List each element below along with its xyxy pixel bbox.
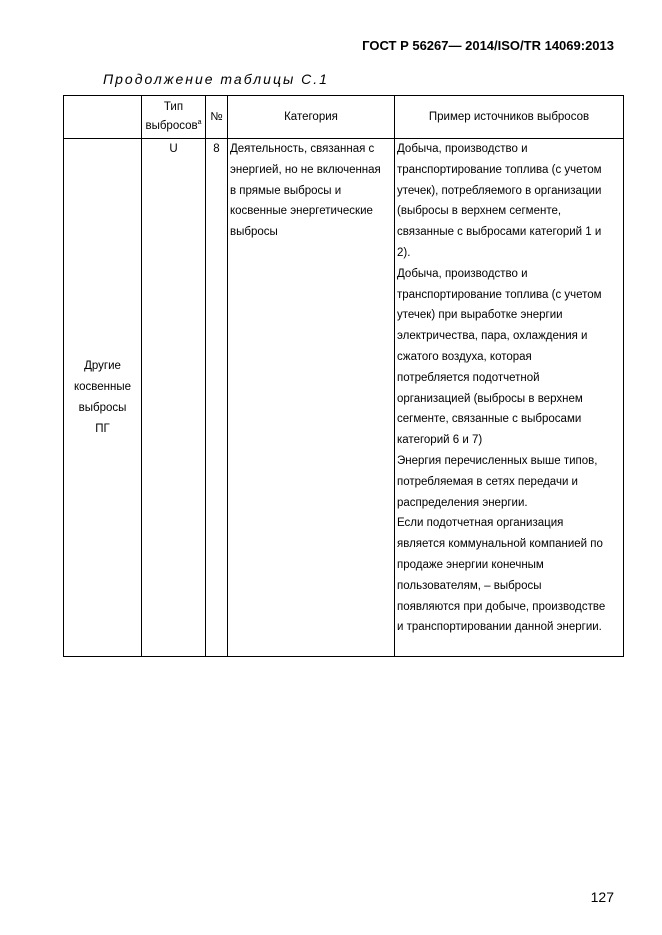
example-line: потребляемая в сетях передачи и [397, 475, 578, 488]
emissions-table [63, 95, 624, 657]
type-cell: U [142, 139, 206, 657]
example-line: сжатого воздуха, которая [397, 350, 532, 363]
table-row [64, 139, 624, 657]
category-cell [228, 139, 395, 657]
example-line: Добыча, производство и [397, 267, 528, 280]
group-line: выбросы [78, 401, 127, 414]
header-number: № [206, 96, 228, 139]
header-group [64, 96, 142, 139]
group-line: ПГ [95, 422, 110, 435]
example-line: Если подотчетная организация [397, 517, 564, 530]
category-line: в прямые выбросы и [230, 184, 342, 197]
category-line: косвенные энергетические [230, 205, 373, 218]
page-number: 127 [590, 889, 614, 905]
header-example: Пример источников выбросов [395, 96, 624, 139]
group-cell [64, 139, 142, 657]
example-line: 2). [397, 246, 411, 259]
table-header-row [64, 96, 624, 139]
group-line: косвенные [73, 380, 132, 393]
header-type-footnote: а [197, 119, 202, 127]
example-line: Энергия перечисленных выше типов, [397, 454, 598, 467]
category-line: энергией, но не включенная [230, 163, 381, 176]
example-line: потребляется подотчетной [397, 371, 540, 384]
group-line: Другие [84, 359, 121, 372]
example-line: категорий 6 и 7) [397, 434, 483, 447]
example-line: транспортирование топлива (с учетом [397, 288, 602, 301]
example-line: организацией (выбросы в верхнем [397, 392, 583, 405]
category-line: Деятельность, связанная с [230, 143, 375, 155]
example-line: утечек), потребляемого в организации [397, 184, 602, 197]
header-category: Категория [228, 96, 395, 139]
document-header: ГОСТ Р 56267— 2014/ISO/TR 14069:2013 [362, 38, 614, 53]
example-line: распределения энергии. [397, 496, 528, 509]
header-type [142, 96, 206, 139]
example-cell [395, 139, 624, 657]
example-line: утечек) при выработке энергии [397, 309, 563, 322]
example-line: Добыча, производство и [397, 143, 528, 155]
example-line: транспортирование топлива (с учетом [397, 163, 602, 176]
example-line: электричества, пара, охлаждения и [397, 330, 588, 343]
table-caption: Продолжение таблицы С.1 [103, 71, 329, 87]
example-line: (выбросы в верхнем сегменте, [397, 205, 562, 218]
number-cell: 8 [206, 139, 228, 657]
example-line: пользователям, – выбросы [397, 579, 542, 592]
header-type-line1: Тип [163, 101, 184, 113]
header-type-line2: выбросов [145, 120, 198, 132]
example-line: связанные с выбросами категорий 1 и [397, 226, 602, 239]
example-line: сегменте, связанные с выбросами [397, 413, 582, 426]
category-line: выбросы [230, 226, 278, 239]
example-line: является коммунальной компанией по [397, 538, 603, 551]
example-line: продаже энергии конечным [397, 558, 544, 571]
example-line: появляются при добыче, производстве [397, 600, 606, 613]
example-line: и транспортировании данной энергии. [397, 621, 602, 634]
